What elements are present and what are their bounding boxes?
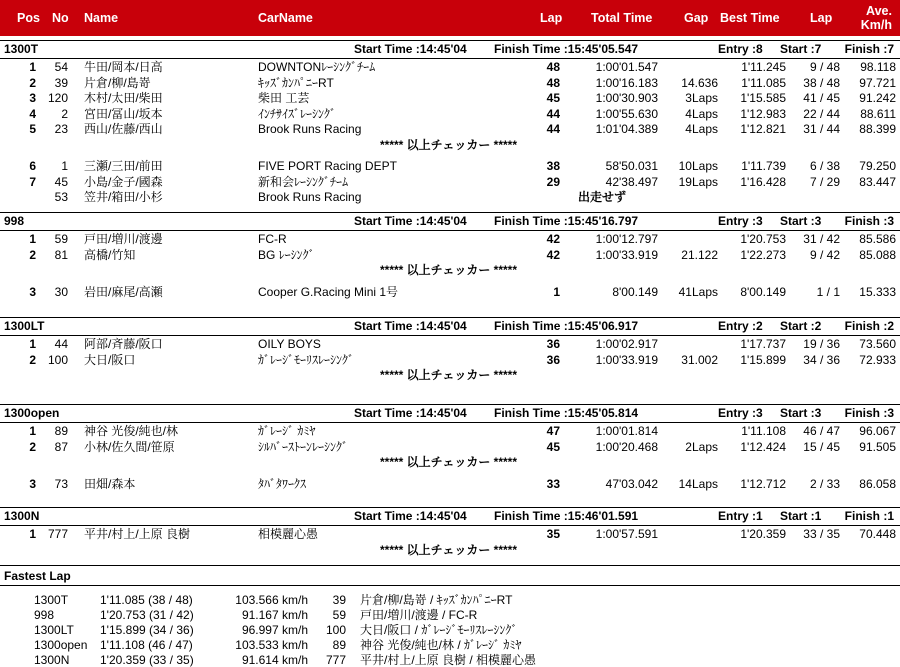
result-car: 相模麗心愚 bbox=[258, 527, 319, 541]
result-name: 神谷 光俊/純也/林 bbox=[84, 424, 179, 438]
result-row bbox=[0, 60, 900, 75]
result-ave: 85.586 bbox=[859, 232, 896, 246]
class-finished: Finish :7 bbox=[844, 42, 894, 56]
class-started: Start :3 bbox=[780, 214, 822, 228]
result-car: ｼﾙﾊﾞｰｽﾄｰﾝﾚｰｼﾝｸﾞ bbox=[258, 439, 349, 454]
result-pos: 7 bbox=[29, 174, 36, 189]
result-gap: 2Laps bbox=[685, 439, 718, 454]
result-total: 58'50.031 bbox=[605, 159, 658, 173]
result-total: 1:00'12.797 bbox=[595, 232, 658, 246]
fastest-speed: 96.997 km/h bbox=[241, 623, 308, 637]
class-header-rule bbox=[0, 335, 900, 336]
result-car: ﾀﾊﾞﾀﾜｰｸｽ bbox=[258, 476, 307, 491]
result-pos: 1 bbox=[29, 424, 36, 438]
class-start-time: Start Time :14:45'04 bbox=[354, 406, 467, 420]
fastest-time: 1'20.359 (33 / 35) bbox=[100, 653, 194, 667]
header-ave-line2: Km/h bbox=[860, 18, 892, 32]
result-lap: 42 bbox=[546, 232, 560, 246]
result-gap: 4Laps bbox=[685, 106, 718, 121]
header-total-time: Total Time bbox=[591, 11, 653, 25]
fastest-no: 39 bbox=[332, 593, 346, 607]
result-lap: 48 bbox=[546, 60, 560, 74]
result-no: 777 bbox=[47, 527, 68, 541]
result-no: 89 bbox=[54, 424, 68, 438]
result-pos: 2 bbox=[29, 352, 36, 367]
checker-line bbox=[0, 455, 900, 470]
result-ave: 88.611 bbox=[860, 106, 896, 121]
result-bestlap: 34 / 36 bbox=[803, 352, 840, 367]
result-ave: 91.242 bbox=[859, 91, 896, 105]
result-total: 8'00.149 bbox=[612, 284, 658, 299]
result-gap: 4Laps bbox=[685, 122, 718, 136]
result-best: 8'00.149 bbox=[740, 284, 786, 299]
class-entry: Entry :3 bbox=[718, 406, 763, 420]
result-best: 1'17.737 bbox=[740, 337, 786, 351]
result-row bbox=[0, 232, 900, 247]
result-row bbox=[0, 248, 900, 263]
result-car: 新和会ﾚｰｼﾝｸﾞﾁｰﾑ bbox=[258, 174, 349, 189]
result-ave: 96.067 bbox=[859, 424, 896, 438]
result-bestlap: 38 / 48 bbox=[803, 75, 840, 90]
result-car: DOWNTONﾚｰｼﾝｸﾞﾁｰﾑ bbox=[258, 60, 376, 74]
header-ave bbox=[861, 4, 892, 32]
class-top-rule bbox=[0, 317, 900, 318]
result-best: 1'12.712 bbox=[740, 476, 786, 491]
fastest-no: 89 bbox=[332, 638, 346, 652]
class-header-rule bbox=[0, 58, 900, 59]
result-best: 1'12.821 bbox=[740, 122, 786, 136]
result-lap: 36 bbox=[546, 352, 560, 367]
result-total: 1:00'16.183 bbox=[595, 75, 658, 90]
result-car: Cooper G.Racing Mini 1号 bbox=[258, 284, 399, 299]
class-header-rule bbox=[0, 525, 900, 526]
result-no: 2 bbox=[61, 106, 68, 121]
fastest-class: 1300N bbox=[34, 653, 70, 667]
fastest-time: 1'20.753 (31 / 42) bbox=[100, 608, 194, 622]
result-car: FC-R bbox=[258, 232, 287, 246]
result-lap: 42 bbox=[546, 247, 560, 262]
result-name: 宮田/冨山/坂本 bbox=[84, 106, 163, 121]
class-entry: Entry :2 bbox=[718, 319, 763, 333]
fastest-lap-row bbox=[0, 593, 900, 607]
result-row bbox=[0, 122, 900, 137]
fastest-lap-row bbox=[0, 653, 900, 667]
result-no: 44 bbox=[54, 337, 68, 351]
result-lap: 45 bbox=[546, 439, 560, 454]
result-best: 1'15.899 bbox=[740, 352, 786, 367]
result-pos: 1 bbox=[29, 232, 36, 246]
result-row bbox=[0, 190, 900, 205]
result-best: 1'12.424 bbox=[740, 439, 786, 454]
result-bestlap: 9 / 48 bbox=[809, 60, 840, 74]
result-car: Brook Runs Racing bbox=[258, 122, 362, 136]
result-row bbox=[0, 353, 900, 368]
result-row bbox=[0, 107, 900, 122]
result-gap: 14.636 bbox=[681, 75, 718, 90]
result-lap: 33 bbox=[546, 476, 560, 491]
result-bestlap: 15 / 45 bbox=[803, 439, 840, 454]
result-row bbox=[0, 159, 900, 174]
result-ave: 83.447 bbox=[859, 174, 896, 189]
header-ave-line1: Ave. bbox=[866, 4, 892, 18]
class-header-998 bbox=[0, 214, 900, 229]
result-ave: 97.721 bbox=[859, 75, 896, 90]
result-row bbox=[0, 440, 900, 455]
result-bestlap: 31 / 42 bbox=[803, 232, 840, 246]
result-name: 阿部/斉藤/阪口 bbox=[84, 337, 163, 351]
result-car: ｷｯｽﾞｶﾝﾊﾟﾆｰRT bbox=[258, 75, 334, 90]
result-best: 1'20.753 bbox=[740, 232, 786, 246]
checker-text: ***** 以上チェッカー ***** bbox=[380, 368, 518, 382]
result-total: 1:00'33.919 bbox=[595, 247, 658, 262]
result-ave: 70.448 bbox=[859, 527, 896, 541]
header-no: No bbox=[52, 11, 69, 25]
class-top-rule bbox=[0, 507, 900, 508]
result-bestlap: 41 / 45 bbox=[803, 91, 840, 105]
result-no: 54 bbox=[54, 60, 68, 74]
header-best-time: Best Time bbox=[720, 11, 780, 25]
result-name: 大日/阪口 bbox=[84, 352, 136, 367]
checker-line bbox=[0, 543, 900, 558]
result-ave: 72.933 bbox=[859, 352, 896, 367]
class-top-rule bbox=[0, 212, 900, 213]
class-started: Start :3 bbox=[780, 406, 822, 420]
fastest-lap-row bbox=[0, 623, 900, 637]
result-no: 59 bbox=[54, 232, 68, 246]
fastest-driver-car: 神谷 光俊/純也/林 / ｶﾞﾚｰｼﾞ ｶﾐﾔ bbox=[360, 638, 522, 652]
result-no: 73 bbox=[54, 476, 68, 491]
result-total: 1:00'02.917 bbox=[595, 337, 658, 351]
result-no: 87 bbox=[54, 439, 68, 454]
fastest-speed: 103.533 km/h bbox=[235, 638, 308, 652]
fastest-time: 1'15.899 (34 / 36) bbox=[100, 623, 194, 637]
result-ave: 88.399 bbox=[859, 122, 896, 136]
result-total: 1:00'01.547 bbox=[595, 60, 658, 74]
result-total: 47'03.042 bbox=[605, 476, 658, 491]
result-name: 岩田/麻尾/高瀬 bbox=[84, 284, 163, 299]
result-name: 平井/村上/上原 良樹 bbox=[84, 527, 191, 541]
result-pos: 2 bbox=[29, 439, 36, 454]
fastest-driver-car: 戸田/増川/渡邊 / FC-R bbox=[360, 608, 478, 622]
result-total: 1:00'57.591 bbox=[595, 527, 658, 541]
class-finish-time: Finish Time :15:45'05.814 bbox=[494, 406, 639, 420]
result-pos: 3 bbox=[29, 91, 36, 105]
fastest-no: 100 bbox=[325, 623, 346, 637]
result-no: 45 bbox=[54, 174, 68, 189]
class-finish-time: Finish Time :15:45'06.917 bbox=[494, 319, 639, 333]
fastest-title-rule bbox=[0, 585, 900, 586]
header-gap: Gap bbox=[684, 11, 709, 25]
result-bestlap: 1 / 1 bbox=[816, 284, 840, 299]
result-pos: 2 bbox=[29, 75, 36, 90]
result-pos: 1 bbox=[29, 527, 36, 541]
result-total: 1:00'20.468 bbox=[595, 439, 658, 454]
result-no: 120 bbox=[47, 91, 68, 105]
class-top-rule bbox=[0, 404, 900, 405]
result-no: 1 bbox=[61, 159, 68, 173]
result-lap: 47 bbox=[546, 424, 560, 438]
result-row bbox=[0, 285, 900, 300]
result-ave: 86.058 bbox=[859, 476, 896, 491]
result-best: 1'11.245 bbox=[741, 60, 786, 74]
result-name: 小島/金子/國森 bbox=[84, 174, 163, 189]
class-header-rule bbox=[0, 422, 900, 423]
class-entry: Entry :1 bbox=[718, 509, 763, 523]
class-finish-time: Finish Time :15:46'01.591 bbox=[494, 509, 639, 523]
result-lap: 35 bbox=[546, 527, 560, 541]
fastest-driver-car: 大日/阪口 / ｶﾞﾚｰｼﾞﾓｰﾘｽﾚｰｼﾝｸﾞ bbox=[360, 623, 518, 637]
result-pos: 1 bbox=[29, 60, 36, 74]
result-pos: 4 bbox=[29, 106, 36, 121]
result-no: 39 bbox=[54, 75, 68, 90]
result-ave: 79.250 bbox=[859, 159, 896, 173]
fastest-time: 1'11.108 (46 / 47) bbox=[100, 638, 193, 652]
result-row bbox=[0, 337, 900, 352]
result-gap: 10Laps bbox=[678, 159, 718, 173]
fastest-time: 1'11.085 (38 / 48) bbox=[100, 593, 193, 607]
result-name: 戸田/増川/渡邊 bbox=[84, 232, 163, 246]
result-gap: 14Laps bbox=[678, 476, 718, 491]
result-row bbox=[0, 76, 900, 91]
result-gap: 21.122 bbox=[681, 247, 718, 262]
class-finish-time: Finish Time :15:45'05.547 bbox=[494, 42, 639, 56]
fastest-lap-row bbox=[0, 638, 900, 652]
class-started: Start :1 bbox=[780, 509, 822, 523]
result-lap: 48 bbox=[546, 75, 560, 90]
fastest-lap-row bbox=[0, 608, 900, 622]
result-car: 柴田 工芸 bbox=[258, 91, 310, 105]
checker-line bbox=[0, 368, 900, 383]
class-start-time: Start Time :14:45'04 bbox=[354, 509, 467, 523]
result-gap: 3Laps bbox=[685, 91, 718, 105]
result-best: 1'11.739 bbox=[741, 159, 786, 173]
result-gap: 19Laps bbox=[678, 174, 718, 189]
result-best: 1'20.359 bbox=[740, 527, 786, 541]
class-finished: Finish :1 bbox=[844, 509, 894, 523]
fastest-speed: 103.566 km/h bbox=[235, 593, 308, 607]
class-finished: Finish :3 bbox=[844, 214, 894, 228]
class-header-1300T bbox=[0, 42, 900, 57]
fastest-speed: 91.614 km/h bbox=[241, 653, 308, 667]
result-lap: 45 bbox=[546, 91, 560, 105]
class-name: 1300N bbox=[4, 509, 40, 523]
result-bestlap: 33 / 35 bbox=[803, 527, 840, 541]
result-bestlap: 7 / 29 bbox=[809, 174, 840, 189]
result-row bbox=[0, 175, 900, 190]
result-gap: 31.002 bbox=[681, 352, 718, 367]
result-lap: 44 bbox=[546, 122, 560, 136]
result-pos: 1 bbox=[29, 337, 36, 351]
result-total: 42'38.497 bbox=[605, 174, 658, 189]
class-finished: Finish :3 bbox=[844, 406, 894, 420]
result-lap: 36 bbox=[546, 337, 560, 351]
class-name: 1300LT bbox=[4, 319, 45, 333]
fastest-lap-title: Fastest Lap bbox=[4, 569, 71, 583]
class-name: 1300T bbox=[4, 42, 39, 56]
result-total: 1:00'30.903 bbox=[595, 91, 658, 105]
result-name: 笠井/箱田/小杉 bbox=[84, 190, 163, 204]
checker-text: ***** 以上チェッカー ***** bbox=[380, 137, 518, 152]
result-name: 西山/佐藤/西山 bbox=[84, 122, 163, 136]
result-car: Brook Runs Racing bbox=[258, 190, 362, 204]
header-name: Name bbox=[84, 11, 119, 25]
fastest-speed: 91.167 km/h bbox=[241, 608, 308, 622]
result-name: 牛田/岡本/日高 bbox=[84, 60, 163, 74]
checker-text: ***** 以上チェッカー ***** bbox=[380, 263, 518, 277]
checker-text: ***** 以上チェッカー ***** bbox=[380, 542, 518, 557]
result-best: 1'11.085 bbox=[741, 75, 786, 90]
result-car: OILY BOYS bbox=[258, 337, 321, 351]
fastest-top-rule bbox=[0, 565, 900, 566]
fastest-class: 1300T bbox=[34, 593, 69, 607]
result-no: 23 bbox=[54, 122, 68, 136]
header-best-lap: Lap bbox=[810, 11, 833, 25]
class-entry: Entry :8 bbox=[718, 42, 763, 56]
result-lap: 1 bbox=[553, 284, 560, 299]
fastest-driver-car: 平井/村上/上原 良樹 / 相模麗心愚 bbox=[360, 653, 537, 667]
result-best: 1'11.108 bbox=[741, 424, 786, 438]
result-bestlap: 2 / 33 bbox=[809, 476, 840, 491]
class-started: Start :2 bbox=[780, 319, 822, 333]
result-pos: 5 bbox=[29, 122, 36, 136]
class-start-time: Start Time :14:45'04 bbox=[354, 214, 467, 228]
result-ave: 98.118 bbox=[860, 60, 896, 74]
result-car: ｲﾝﾁｻｲｽﾞﾚｰｼﾝｸﾞ bbox=[258, 106, 337, 121]
checker-line bbox=[0, 263, 900, 278]
result-no: 30 bbox=[54, 284, 68, 299]
class-top-rule bbox=[0, 40, 900, 41]
result-best: 1'16.428 bbox=[740, 174, 786, 189]
result-gap: 41Laps bbox=[678, 284, 718, 299]
result-total: 出走せず bbox=[578, 190, 627, 204]
result-name: 小林/佐久間/笹原 bbox=[84, 439, 175, 454]
class-header-1300LT bbox=[0, 319, 900, 334]
fastest-no: 777 bbox=[325, 653, 346, 667]
checker-line bbox=[0, 138, 900, 153]
result-name: 片倉/柳/島嵜 bbox=[84, 75, 151, 90]
result-car: ｶﾞﾚｰｼﾞﾓｰﾘｽﾚｰｼﾝｸﾞ bbox=[258, 352, 355, 367]
result-pos: 6 bbox=[29, 159, 36, 173]
result-pos: 3 bbox=[29, 284, 36, 299]
fastest-no: 59 bbox=[332, 608, 346, 622]
header-pos: Pos bbox=[17, 11, 40, 25]
results-header-bar bbox=[0, 0, 900, 36]
result-car: FIVE PORT Racing DEPT bbox=[258, 159, 397, 173]
result-bestlap: 9 / 42 bbox=[809, 247, 840, 262]
result-lap: 29 bbox=[546, 174, 560, 189]
result-car: BG ﾚｰｼﾝｸﾞ bbox=[258, 247, 315, 262]
class-header-rule bbox=[0, 230, 900, 231]
header-lap: Lap bbox=[540, 11, 563, 25]
result-name: 木村/太田/柴田 bbox=[84, 91, 163, 105]
result-name: 田畑/森本 bbox=[84, 476, 136, 491]
fastest-driver-car: 片倉/柳/島嵜 / ｷｯｽﾞｶﾝﾊﾟﾆｰRT bbox=[360, 593, 513, 607]
class-entry: Entry :3 bbox=[718, 214, 763, 228]
result-ave: 91.505 bbox=[859, 439, 896, 454]
result-name: 三瀬/三田/前田 bbox=[84, 159, 163, 173]
result-bestlap: 31 / 44 bbox=[803, 122, 840, 136]
result-total: 1:00'33.919 bbox=[595, 352, 658, 367]
result-pos: 3 bbox=[29, 476, 36, 491]
result-ave: 73.560 bbox=[859, 337, 896, 351]
result-lap: 44 bbox=[546, 106, 560, 121]
result-no: 100 bbox=[47, 352, 68, 367]
result-no: 81 bbox=[54, 247, 68, 262]
result-name: 高橋/竹知 bbox=[84, 247, 136, 262]
header-carname: CarName bbox=[258, 11, 313, 25]
class-start-time: Start Time :14:45'04 bbox=[354, 42, 467, 56]
fastest-class: 1300open bbox=[34, 638, 88, 652]
result-total: 1:01'04.389 bbox=[595, 122, 658, 136]
result-row bbox=[0, 91, 900, 106]
result-bestlap: 22 / 44 bbox=[803, 106, 840, 121]
class-name: 1300open bbox=[4, 406, 60, 420]
result-bestlap: 46 / 47 bbox=[803, 424, 840, 438]
class-header-1300N bbox=[0, 509, 900, 524]
class-start-time: Start Time :14:45'04 bbox=[354, 319, 467, 333]
result-total: 1:00'55.630 bbox=[595, 106, 658, 121]
result-lap: 38 bbox=[546, 159, 560, 173]
checker-text: ***** 以上チェッカー ***** bbox=[380, 455, 518, 469]
result-row bbox=[0, 424, 900, 439]
result-no: 53 bbox=[54, 190, 68, 204]
class-started: Start :7 bbox=[780, 42, 822, 56]
result-ave: 15.333 bbox=[859, 284, 896, 299]
fastest-class: 1300LT bbox=[34, 623, 74, 637]
result-best: 1'15.585 bbox=[740, 91, 786, 105]
result-ave: 85.088 bbox=[859, 247, 896, 262]
result-pos: 2 bbox=[29, 247, 36, 262]
class-name: 998 bbox=[4, 214, 25, 228]
fastest-class: 998 bbox=[34, 608, 55, 622]
result-bestlap: 6 / 38 bbox=[809, 159, 840, 173]
result-car: ｶﾞﾚｰｼﾞ ｶﾐﾔ bbox=[258, 424, 316, 438]
result-best: 1'22.273 bbox=[740, 247, 786, 262]
result-best: 1'12.983 bbox=[740, 106, 786, 121]
class-header-1300open bbox=[0, 406, 900, 421]
result-row bbox=[0, 527, 900, 542]
result-bestlap: 19 / 36 bbox=[803, 337, 840, 351]
result-total: 1:00'01.814 bbox=[595, 424, 658, 438]
result-row bbox=[0, 477, 900, 492]
class-finished: Finish :2 bbox=[844, 319, 894, 333]
class-finish-time: Finish Time :15:45'16.797 bbox=[494, 214, 639, 228]
